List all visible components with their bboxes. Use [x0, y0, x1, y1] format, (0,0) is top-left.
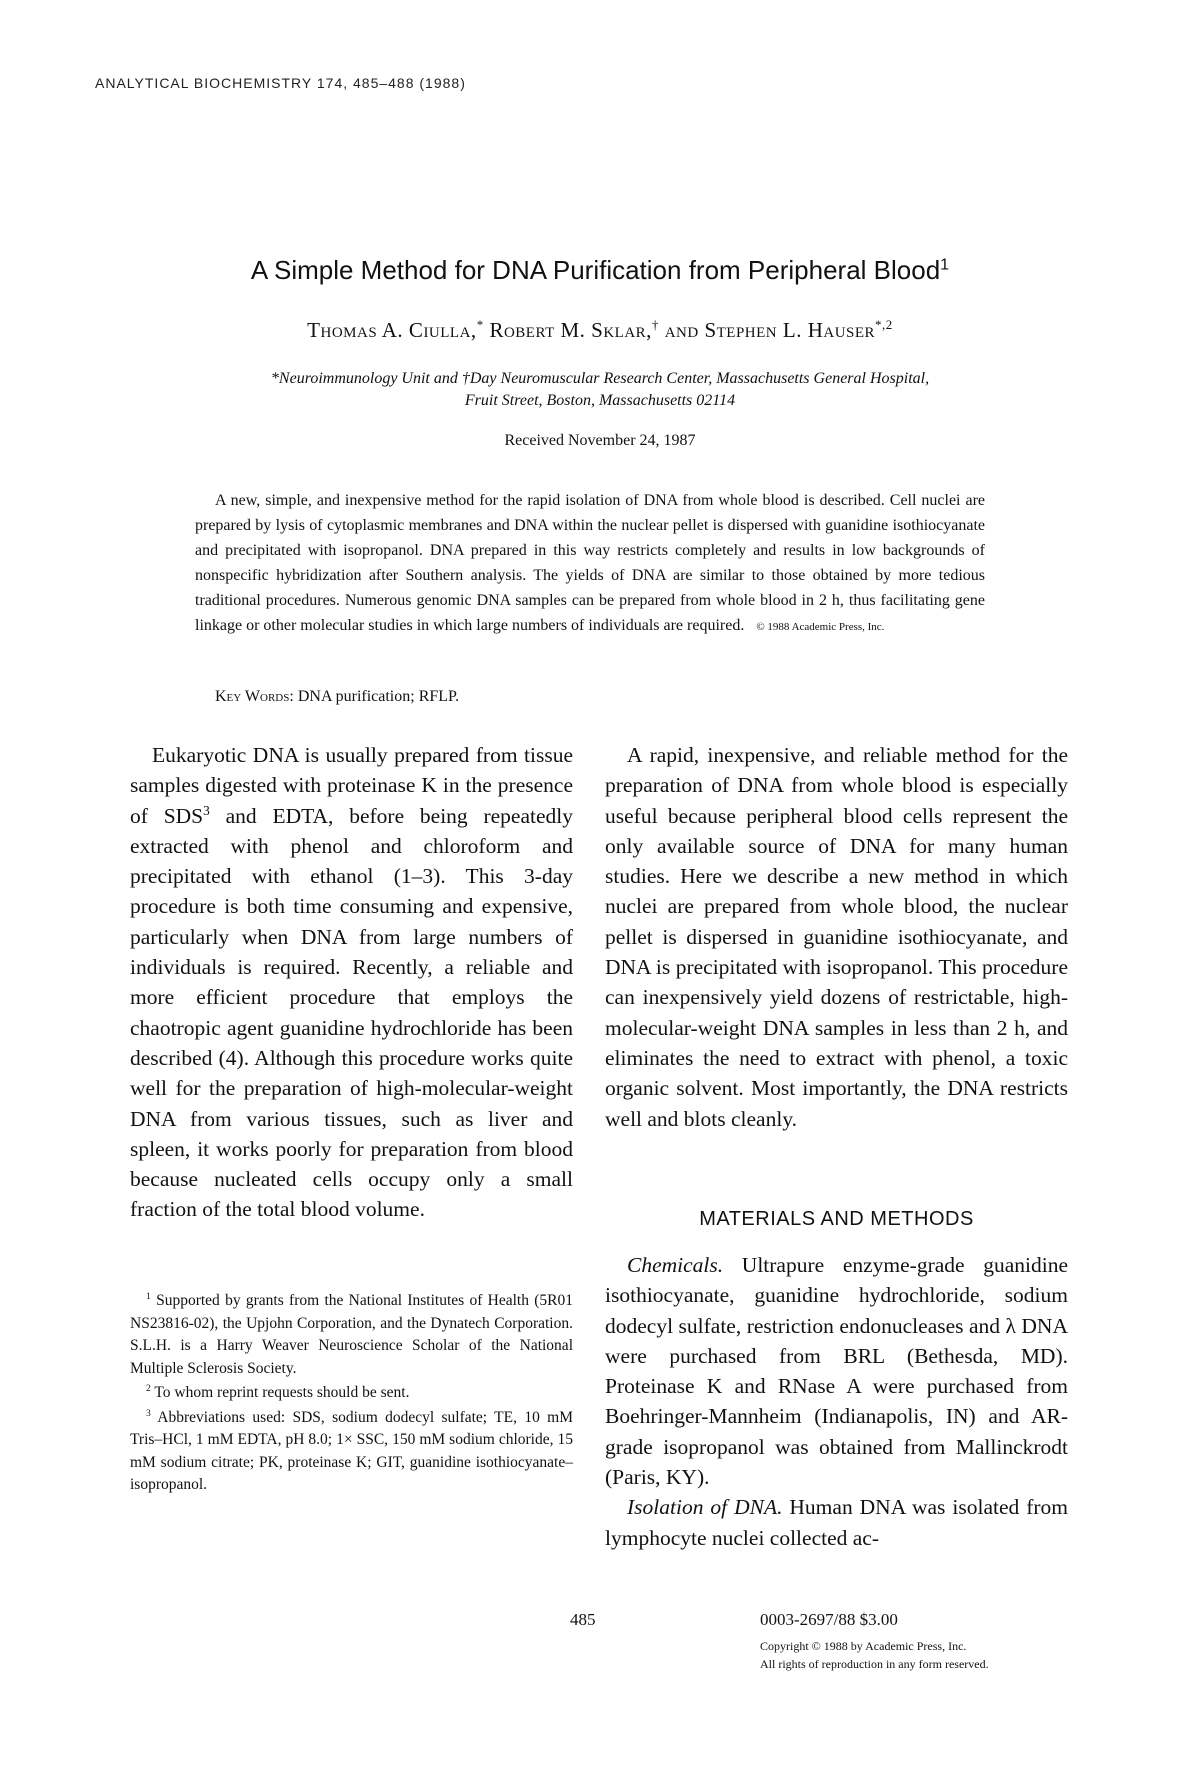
footnote-2-mark: 2 [146, 1382, 151, 1394]
footnote-3-mark: 3 [146, 1407, 151, 1419]
copyright-notice [760, 1637, 989, 1673]
title-footnote-mark: 1 [940, 255, 950, 274]
chemicals-text: Ultrapure enzyme-grade guanidine isothiocyanate, guanidine hydrochloride, sodium dodecyl sulfate, restriction endonucleases and λ DNA were purchased from BRL (Bethesda, MD). Proteinase K and RNase A were purchased from Boehringer-Mannheim (Indianapolis, IN) and AR-grade isopropanol was obtained from Mallinckrodt (Paris, KY). [605, 1253, 1068, 1490]
intro-text-1: Eukaryotic DNA is usually prepared from tissue samples digested with proteinase K in the presence of SDS [130, 743, 573, 828]
copyright-line-2: All rights of reproduction in any form reserved. [760, 1657, 989, 1671]
author-conjunction: and [658, 318, 705, 342]
abbrev-footnote-mark: 3 [203, 802, 210, 818]
footnote-1 [130, 1290, 573, 1380]
author-2: Robert M. Sklar, [483, 318, 652, 342]
intro-text-2: and EDTA, before being repeatedly extracted with phenol and chloroform and precipitated with ethanol (1–3). This 3-day procedure is both time consuming and expensive, particularly when DNA from large numbers of individuals is required. Recently, a reliable and more efficient procedure that employs the chaotropic agent guanidine hydrochloride has been described (4). Although this procedure works quite well for the preparation of high-molecular-weight DNA from various tissues, such as liver and spleen, it works poorly for preparation from blood because nucleated cells occupy only a small fraction of the total blood volume. [130, 803, 574, 1222]
keywords-label: Key Words: [215, 688, 294, 705]
right-column-body [605, 740, 1068, 1134]
footnote-2 [130, 1382, 573, 1405]
running-head: ANALYTICAL BIOCHEMISTRY 174, 485–488 (1988) [95, 75, 466, 91]
footnote-2-text: To whom reprint requests should be sent. [150, 1384, 410, 1401]
footnote-3 [130, 1407, 573, 1497]
abstract-text: A new, simple, and inexpensive method for the rapid isolation of DNA from whole blood is described. Cell nuclei are prepared by lysis of cytoplasmic membranes and DNA within the nuclear pellet is dispersed with guanidine isothiocyanate and precipitated with isopropanol. DNA prepared in this way restricts completely and results in low backgrounds of nonspecific hybridization after Southern analysis. The yields of DNA are similar to those obtained by more tedious traditional procedures. Numerous genomic DNA samples can be prepared from whole blood in 2 h, thus facilitating gene linkage or other molecular studies in which large numbers of individuals are required. [195, 492, 985, 634]
page-number: 485 [570, 1610, 596, 1629]
footnote-1-mark: 1 [146, 1290, 151, 1302]
author-3-mark: *,2 [875, 317, 893, 332]
keywords-value: DNA purification; RFLP. [293, 688, 460, 705]
footnote-1-text: Supported by grants from the National Institutes of Health (5R01 NS23816-02), the Upjohn Corporation, and the Dynatech Corporation. S.L.H. is a Harry Weaver Neuroscience Scholar of the National Multiple Sclerosis Society. [130, 1292, 573, 1377]
footnotes [130, 1290, 573, 1499]
section-heading-materials-methods: MATERIALS AND METHODS [699, 1208, 974, 1230]
affiliation-line-1: *Neuroimmunology Unit and †Day Neuromuscular Research Center, Massachusetts General Hospital, [270, 370, 930, 387]
footnote-3-text: Abbreviations used: SDS, sodium dodecyl sulfate; TE, 10 mM Tris–HCl, 1 mM EDTA, pH 8.0; 1× SSC, 150 mM sodium chloride, 15 mM sodium citrate; PK, proteinase K; GIT, guanidine isothiocyanate–isopropanol. [130, 1408, 573, 1493]
chemicals-subheading: Chemicals. [627, 1253, 724, 1277]
title-text: A Simple Method for DNA Purification from Peripheral Blood [250, 255, 941, 285]
isolation-text: Human DNA was isolated from lymphocyte nuclei collected ac- [605, 1495, 1068, 1550]
methods-body [605, 1250, 1068, 1553]
abstract [195, 488, 985, 640]
rationale-paragraph: A rapid, inexpensive, and reliable method for the preparation of DNA from whole blood is especially useful because peripheral blood cells represent the only available source of DNA for many human studies. Here we describe a new method in which nuclei are prepared from whole blood, the nuclear pellet is dispersed in guanidine isothiocyanate, and DNA is precipitated with isopropanol. This procedure can inexpensively yield dozens of restrictable, high-molecular-weight DNA samples in less than 2 h, and eliminates the need to extract with phenol, a toxic organic solvent. Most importantly, the DNA restricts well and blots cleanly. [605, 743, 1068, 1131]
chemicals-paragraph [605, 1250, 1068, 1492]
author-1: Thomas A. Ciulla, [307, 318, 477, 342]
isolation-paragraph [605, 1492, 1068, 1553]
keywords [215, 688, 459, 706]
copyright-line-1: Copyright © 1988 by Academic Press, Inc. [760, 1639, 967, 1653]
abstract-copyright: © 1988 Academic Press, Inc. [756, 621, 885, 633]
affiliation-line-2: Fruit Street, Boston, Massachusetts 02114 [464, 392, 736, 409]
author-2-mark: † [651, 317, 659, 332]
article-title [0, 255, 1200, 286]
issn-price: 0003-2697/88 $3.00 [760, 1610, 898, 1629]
intro-paragraph [130, 740, 573, 1225]
received-date: Received November 24, 1987 [504, 432, 696, 449]
isolation-subheading: Isolation of DNA. [627, 1495, 783, 1520]
affiliation [0, 368, 1200, 412]
author-list [0, 318, 1200, 343]
author-1-mark: * [476, 317, 484, 332]
author-3: Stephen L. Hauser [704, 318, 876, 342]
left-column-body [130, 740, 573, 1225]
